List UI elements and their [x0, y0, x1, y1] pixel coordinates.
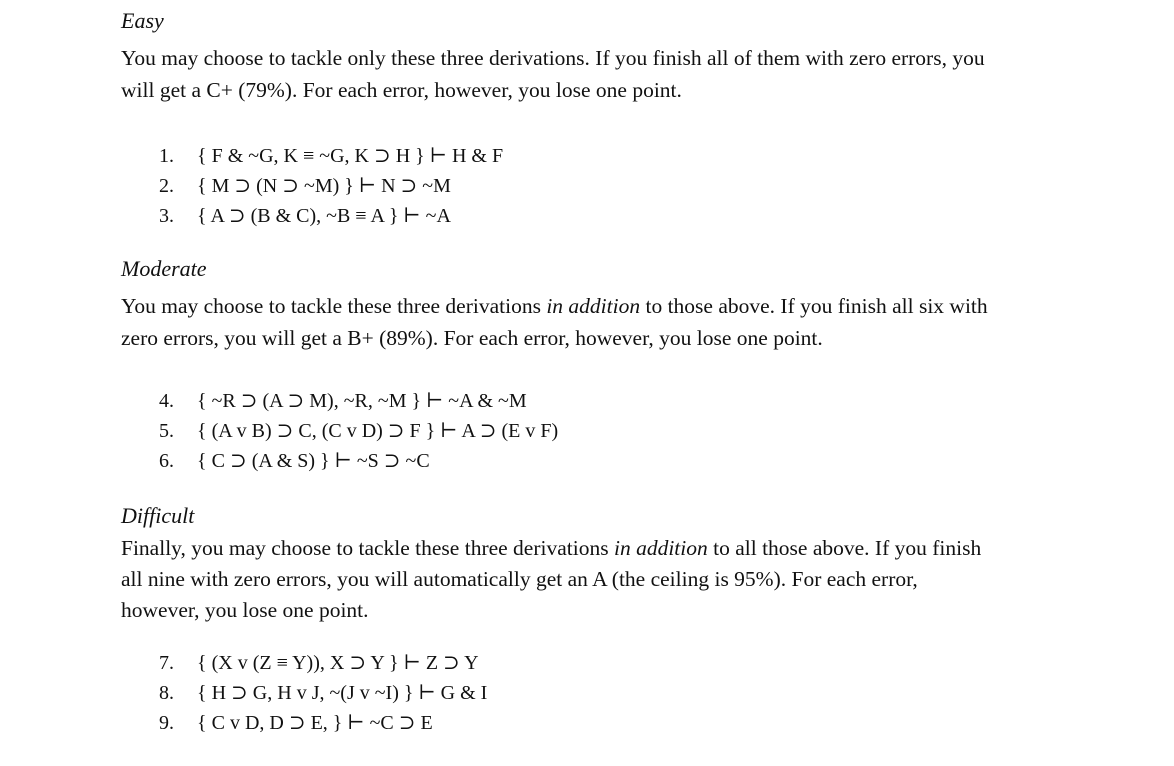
section-difficult	[121, 503, 1121, 626]
paragraph-line: zero errors, you will get a B+ (89%). For each error, however, you lose one point.	[121, 326, 823, 350]
item-formula: { (X v (Z ≡ Y)), X ⊃ Y } ⊢ Z ⊃ Y	[197, 652, 479, 674]
item-formula: { ~R ⊃ (A ⊃ M), ~R, ~M } ⊢ ~A & ~M	[197, 390, 527, 412]
emphasis-text: in addition	[613, 536, 708, 560]
list-item	[159, 386, 558, 416]
section-moderate	[121, 256, 1121, 354]
derivation-list-difficult	[159, 648, 487, 738]
paragraph-line: will get a C+ (79%). For each error, however, you lose one point.	[121, 78, 682, 102]
item-formula: { (A v B) ⊃ C, (C v D) ⊃ F } ⊢ A ⊃ (E v F)	[197, 420, 559, 442]
section-heading: Easy	[121, 8, 164, 33]
list-item	[159, 141, 503, 171]
section-heading: Moderate	[121, 256, 207, 281]
item-number: 1.	[159, 145, 174, 167]
list-item	[159, 416, 558, 446]
list-item	[159, 678, 487, 708]
item-formula: { F & ~G, K ≡ ~G, K ⊃ H } ⊢ H & F	[197, 145, 504, 167]
section-paragraph	[121, 533, 1121, 626]
derivation-list-easy	[159, 141, 503, 231]
list-item	[159, 708, 487, 738]
item-formula: { H ⊃ G, H v J, ~(J v ~I) } ⊢ G & I	[197, 682, 488, 704]
paragraph-line: You may choose to tackle only these three derivations. If you finish all of them with zero errors, you	[121, 46, 985, 70]
section-easy	[121, 8, 1121, 106]
list-item	[159, 201, 503, 231]
text-run: You may choose to tackle these three derivations	[121, 294, 547, 318]
section-paragraph	[121, 42, 1121, 106]
item-number: 5.	[159, 420, 174, 442]
item-formula: { C ⊃ (A & S) } ⊢ ~S ⊃ ~C	[197, 450, 430, 472]
paragraph-line	[121, 290, 1121, 322]
item-formula: { C v D, D ⊃ E, } ⊢ ~C ⊃ E	[197, 712, 433, 734]
paragraph-line: all nine with zero errors, you will automatically get an A (the ceiling is 95%). For each error,	[121, 567, 918, 591]
item-number: 4.	[159, 390, 174, 412]
derivation-list-moderate	[159, 386, 558, 476]
section-heading: Difficult	[121, 503, 195, 528]
list-item	[159, 171, 503, 201]
text-run: to all those above. If you finish	[707, 536, 982, 560]
paragraph-line	[121, 533, 1121, 564]
item-number: 8.	[159, 682, 174, 704]
item-number: 2.	[159, 175, 174, 197]
item-formula: { A ⊃ (B & C), ~B ≡ A } ⊢ ~A	[197, 205, 451, 227]
text-run: to those above. If you finish all six with	[640, 294, 988, 318]
paragraph-line: however, you lose one point.	[121, 598, 369, 622]
list-item	[159, 446, 558, 476]
item-formula: { M ⊃ (N ⊃ ~M) } ⊢ N ⊃ ~M	[197, 175, 451, 197]
item-number: 6.	[159, 450, 174, 472]
item-number: 9.	[159, 712, 174, 734]
list-item	[159, 648, 487, 678]
text-run: Finally, you may choose to tackle these three derivations	[121, 536, 614, 560]
section-paragraph	[121, 290, 1121, 354]
item-number: 7.	[159, 652, 174, 674]
item-number: 3.	[159, 205, 174, 227]
emphasis-text: in addition	[546, 294, 641, 318]
